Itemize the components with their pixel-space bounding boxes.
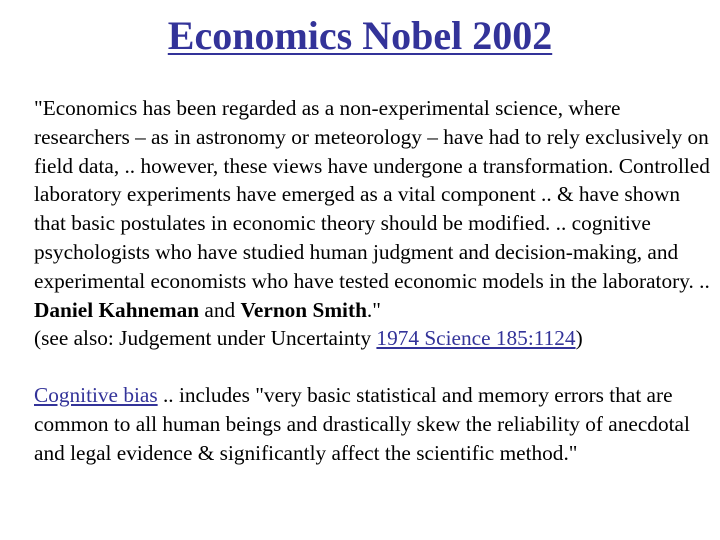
- bias-text: .. includes "very basic statistical and memory errors that are common to all human beings and drastically skew the reliability of anecdotal and legal evidence & significantly affect the scientific method.": [34, 383, 690, 465]
- laureate-smith: Vernon Smith: [240, 297, 367, 322]
- quote-paragraph: [34, 94, 710, 353]
- quote-and: and: [199, 297, 241, 322]
- quote-text: "Economics has been regarded as a non-experimental science, where researchers – as in astronomy or meteorology – have had to rely exclusively on field data, .. however, these views have undergone a transformation. Controlled laboratory experiments have emerged as a vital component .. & have shown that basic postulates in economic theory should be modified. .. cognitive psychologists who have studied human judgment and decision-making, and experimental economists who have tested economic models in the laboratory. ..: [34, 96, 710, 293]
- slide-title: Economics Nobel 2002: [167, 13, 553, 58]
- see-also-suffix: ): [575, 326, 583, 351]
- science-citation-link[interactable]: 1974 Science 185:1124: [376, 326, 576, 351]
- bias-paragraph: [34, 381, 710, 467]
- cognitive-bias-link[interactable]: Cognitive bias: [34, 383, 158, 408]
- paragraph-gap: [34, 353, 710, 381]
- slide-body: [34, 94, 710, 468]
- see-also-prefix: (see also: Judgement under Uncertainty: [34, 326, 377, 351]
- laureate-kahneman: Daniel Kahneman: [34, 297, 200, 322]
- quote-end: .": [366, 297, 381, 322]
